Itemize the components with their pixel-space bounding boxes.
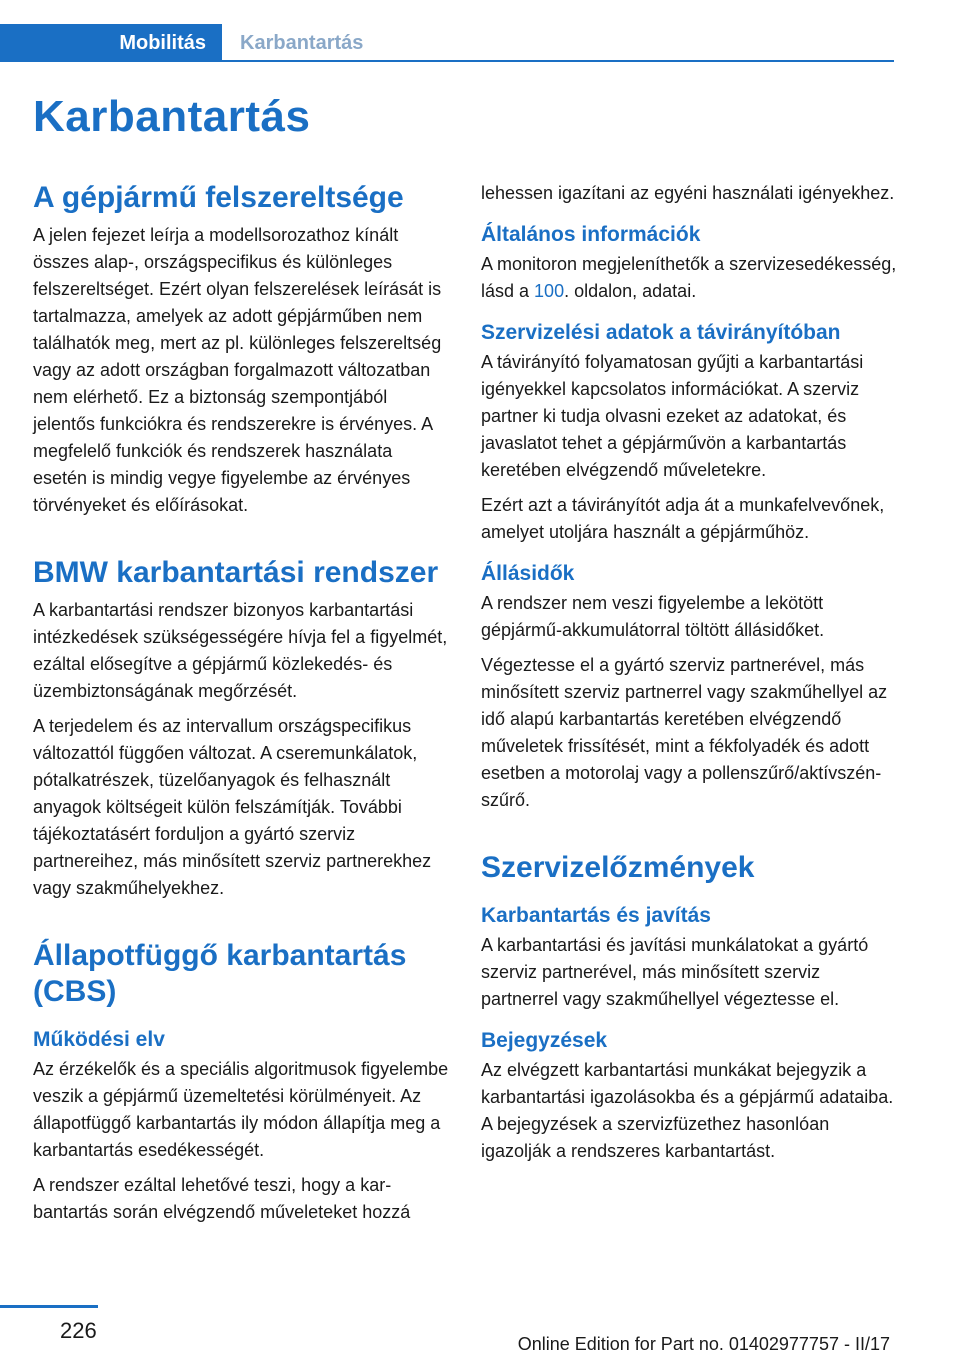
header-tabs (0, 24, 894, 62)
paragraph: Ezért azt a távirányítót adja át a munkafelvevőnek, amelyet utoljára használt a gépjárműhöz. (481, 495, 885, 542)
text: . oldalon, adatai. (564, 281, 697, 301)
section-title-cbs: Állapotfüggő karbantartás (CBS) (33, 939, 407, 1008)
paragraph: A rendszer ezáltal lehetővé teszi, hogy a karbantartás során elvégzendő műveleteket hozzá (33, 1175, 411, 1222)
section-title-felszereltseg: A gépjármű felszereltsége (33, 181, 404, 214)
paragraph: lehessen igazítani az egyéni használati igényekhez. (481, 183, 895, 203)
header-rule (222, 60, 894, 62)
subsection-title-altalanos: Általános információk (481, 223, 701, 246)
paragraph: A távirányító folyamatosan gyűjti a karbantartási igényekkel kapcsolatos információkat. A szerviz partner ki tudja olvasni ezeket az adatokat, és javaslatot tehet a gépjárművön a karbantartás keretében elvégzendő műveletekre. (481, 352, 864, 480)
tab-mobilitas[interactable]: Mobilitás (0, 24, 222, 62)
page-link[interactable]: 100 (534, 281, 565, 301)
edition-label: Online Edition for Part no. 01402977757 - II/17 (517, 1334, 890, 1354)
subsection-title-mukodesi-elv: Működési elv (33, 1028, 165, 1051)
subsection-title-taviranyito: Szervizelési adatok a távirányítóban (481, 321, 841, 344)
paragraph: A karbantartási és javítási munkálatokat a gyártó szerviz partnerével, más minősített szerviz partnerrel vagy szakműhellyel végeztesse el. (481, 935, 869, 1009)
text: A monitoron megjeleníthetők a szervizesedékesség, lásd a (481, 254, 897, 301)
tab-karbantartas[interactable]: Karbantartás (240, 31, 364, 54)
subsection-title-karbantartas-javitas: Karbantartás és javítás (481, 904, 711, 927)
subsection-title-bejegyzesek: Bejegyzések (481, 1029, 608, 1052)
footer-rule (0, 1305, 98, 1308)
subsection-title-allasidok: Állásidők (481, 562, 575, 585)
section-title-karbantartasi-rendszer: BMW karbantartási rendszer (33, 556, 439, 589)
paragraph: A karbantartási rendszer bizonyos karbantartási intézkedések szükségességére hívja fel a figyelmét, ezáltal elősegítve a gépjármű közlekedés- és üzembiztonságának megőrzését. (33, 600, 448, 701)
paragraph: A terjedelem és az intervallum országspecifikus változattól függően változat. A cseremunkálatok, pótalkatrészek, tüzelőanyagok és felhasznált anyagok költségeit külön felszámítják. További tájékoztatásért forduljon a gyártó szerviz partnereihez, más minősített szerviz partnerekhez vagy szakműhelyekhez. (33, 716, 432, 898)
right-column (481, 180, 897, 1173)
left-column (33, 180, 449, 1234)
page-title: Karbantartás (33, 92, 311, 141)
paragraph-with-link (481, 251, 897, 305)
paragraph: A jelen fejezet leírja a modellsorozathoz kínált összes alap-, országspecifikus és különleges felszereltséget. Ezért olyan felszerelések leírását is tartalmazza, amelyek az adott gépjárműben nem találhatók meg, mert az pl. különleges felszereltség vagy az adott országban forgalmazott változatban nem elérhető. Ez a biztonság szempontjából jelentős funkciókra és rendszerekre is érvényes. A megfelelő funkciók és rendszerek használata esetén is mindig vegye figyelembe az érvényes törvényeket és előírásokat. (33, 225, 442, 515)
paragraph: A rendszer nem veszi figyelembe a lekötött gépjármű-akkumulátorral töltött állásidőket. (481, 593, 825, 640)
page-number: 226 (60, 1318, 97, 1343)
paragraph: Végeztesse el a gyártó szerviz partnerével, más minősített szerviz partnerrel vagy szakműhellyel az idő alapú karbantartás keretében elvégzendő műveletek frissítését, mint a fékfolyadék és adott esetben a motorolaj vagy a pollenszűrő/aktívszén-szűrő. (481, 655, 888, 810)
section-title-szervizelozmenyek: Szervizelőzmények (481, 851, 755, 884)
paragraph: Az érzékelők és a speciális algoritmusok figyelembe veszik a gépjármű üzemeltetési körülményeit. Az állapotfüggő karbantartás ily módon állapítja meg a karbantartás esedékességét. (33, 1059, 449, 1160)
paragraph: Az elvégzett karbantartási munkákat bejegyzik a karbantartási igazolásokba és a gépjármű adataiba. A bejegyzések a szervizfüzethez hasonlóan igazolják a rendszeres karbantartást. (481, 1060, 894, 1161)
